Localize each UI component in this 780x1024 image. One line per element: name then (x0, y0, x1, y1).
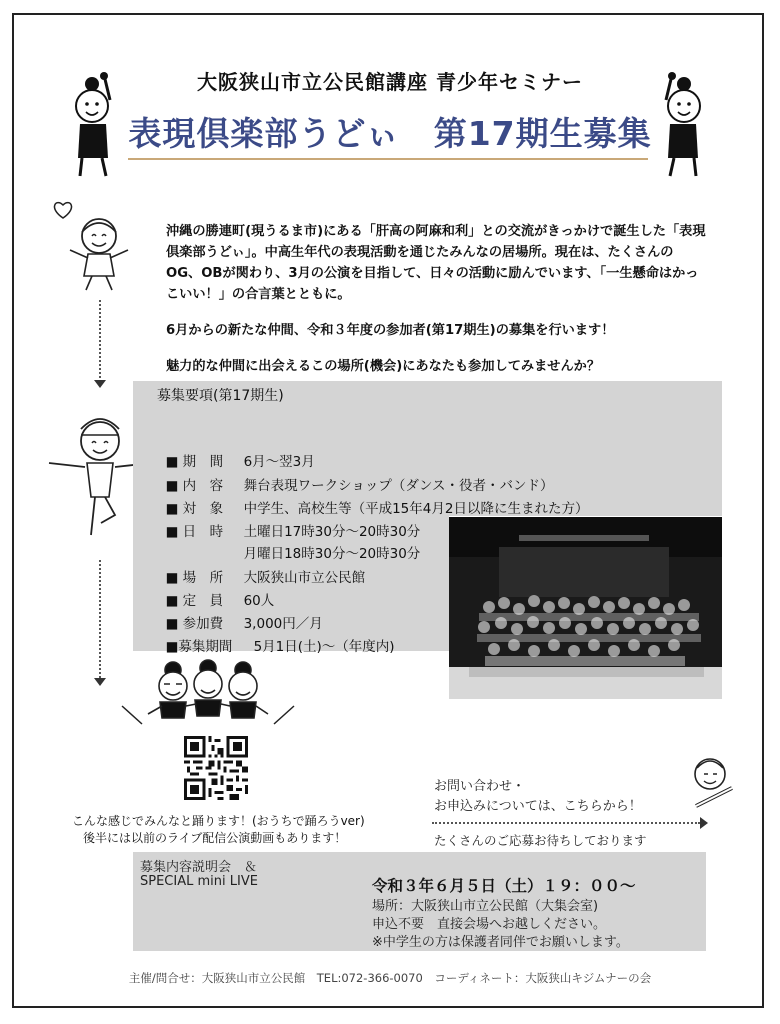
event-no-application: 申込不要 直接会場へお越しください。 (372, 917, 607, 932)
intro-paragraph-2: 6月からの新たな仲間、令和３年度の参加者(第17期生)の募集を行います！ (166, 323, 615, 338)
happy-child-illustration (64, 212, 134, 292)
intro-text (166, 221, 706, 392)
dotted-line-top (99, 300, 101, 382)
req-value: 土曜日17時30分～20時30分 (243, 524, 421, 540)
intro-paragraph-1: 沖縄の勝連町(現うるま市)にある「肝高の阿麻和利」との交流がきっかけで誕生した「表現倶楽部うどぃ」。中高生年代の表現活動を通じたみんなの居場所。現在は、たくさんのOG、OBが関わり、3月の公演を目指して、日々の活動に励んでいます、「一生懸命はかっこいい！」の合言葉とともに。 (166, 224, 706, 302)
req-label: ■募集期間 (165, 639, 233, 655)
boy-with-pencil-illustration (688, 754, 738, 810)
dotted-line-bottom (99, 560, 101, 678)
event-guardian-note: ※中学生の方は保護者同伴でお願いします。 (372, 935, 629, 950)
req-label: ■ 定 員 (165, 593, 224, 609)
req-label: ■ 場 所 (165, 570, 224, 586)
event-label-2: SPECIAL mini LIVE (140, 874, 258, 889)
req-value: 5月1日(土)～（年度内) (253, 639, 395, 655)
req-value: 舞台表現ワークショップ（ダンス・役者・バンド） (243, 478, 554, 494)
seminar-subtitle: 大阪狭山市立公民館講座 青少年セミナー (197, 70, 583, 94)
video-note-line-2: 後半には以前のライブ配信公演動画もあります！ (83, 831, 347, 845)
contact-line-2: お申込みについては、こちらから！ (434, 799, 642, 814)
req-value: 60人 (243, 593, 275, 609)
arrow-right-icon (700, 817, 708, 829)
req-row-recruit-period (157, 619, 395, 655)
req-label: ■ 参加費 (165, 616, 224, 632)
arrow-down-icon-2 (94, 678, 106, 686)
page-title: 表現倶楽部うどぃ 第17期生募集 (128, 114, 652, 153)
video-note-line-1: こんな感じでみんなと踊ります！(おうちで踊ろうver) (72, 814, 365, 828)
group-photo (449, 517, 722, 699)
footer-organizer: 主催/問合せ：大阪狭山市立公民館 TEL:072-366-0070 コーディネート：大阪狭山キジムナーの会 (128, 971, 652, 985)
contact-dotted-line (432, 822, 700, 824)
contact-line-3: たくさんのご応募お待ちしております (434, 833, 647, 848)
title-underline (128, 158, 648, 160)
req-label: ■ 期 間 (165, 454, 224, 470)
requirements-heading: 募集要項(第17期生) (157, 388, 284, 404)
event-place: 場所：大阪狭山市立公民館（大集会室) (372, 899, 599, 914)
event-date: 令和３年６月５日（土）１９：００～ (372, 877, 636, 895)
contact-line-1: お問い合わせ・ (434, 779, 526, 794)
req-value: 大阪狭山市立公民館 (243, 570, 366, 586)
arrow-down-icon (94, 380, 106, 388)
req-value: 3,000円／月 (243, 616, 323, 632)
intro-paragraph-3: 魅力的な仲間に出会えるこの場所(機会)にあなたも参加してみませんか？ (166, 359, 601, 374)
qr-code[interactable] (184, 736, 248, 800)
req-value: 月曜日18時30分～20時30分 (243, 546, 421, 562)
req-label: ■ 対 象 (165, 501, 224, 517)
event-label-1: 募集内容説明会 ＆ (140, 860, 258, 875)
req-value: 中学生、高校生等（平成15年4月2日以降に生まれた方） (243, 501, 589, 517)
req-label: ■ 内 容 (165, 478, 224, 494)
req-label: ■ 日 時 (165, 524, 224, 540)
req-value: 6月～翌3月 (243, 454, 315, 470)
three-kids-illustration (118, 656, 298, 731)
